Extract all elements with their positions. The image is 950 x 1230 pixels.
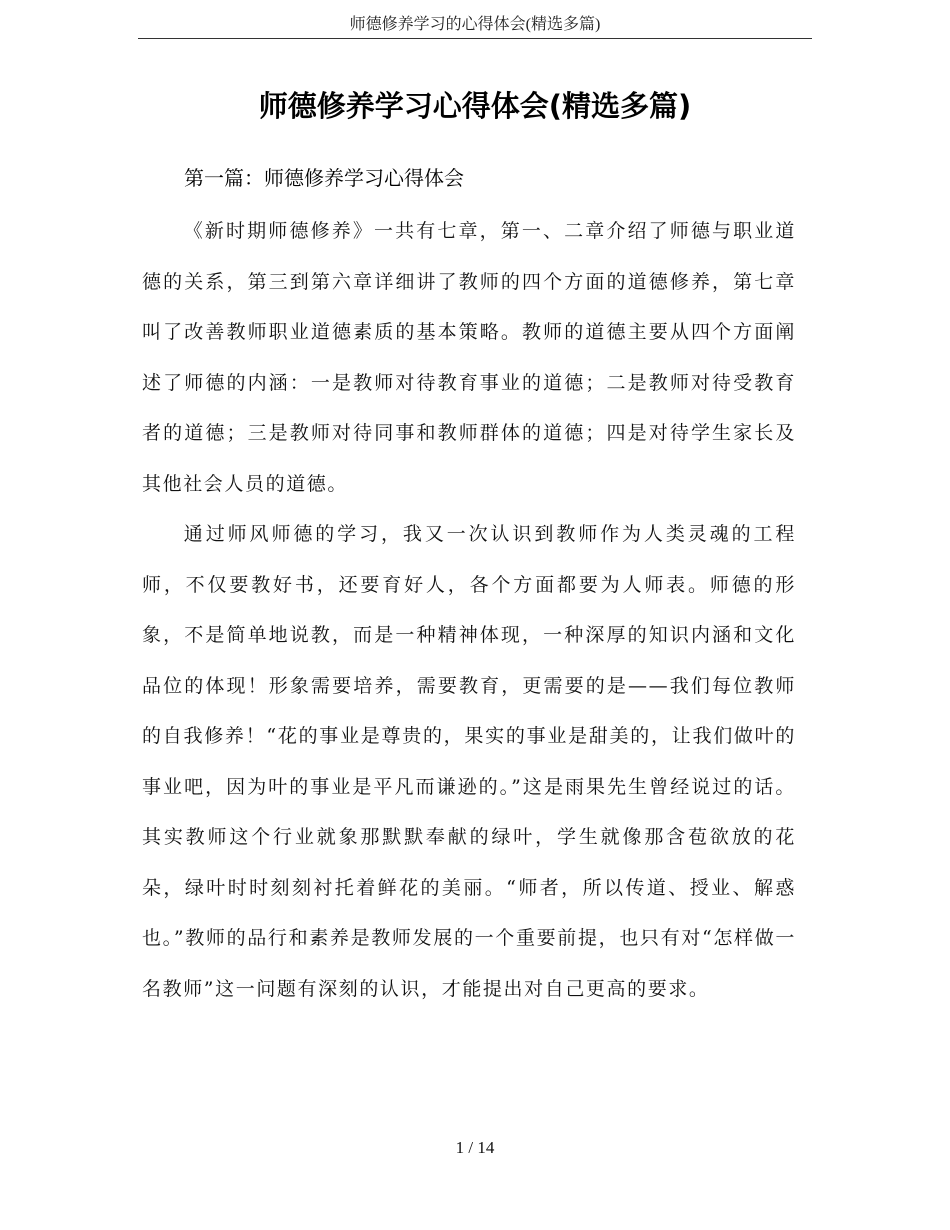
paragraph-2: 通过师风师德的学习，我又一次认识到教师作为人类灵魂的工程师，不仅要教好书，还要育好人，各个方面都要为人师表。师德的形象，不是简单地说教，而是一种精神体现，一种深厚的知识内涵和文化品位的体现！形象需要培养，需要教育，更需要的是——我们每位教师的自我修养！“花的事业是尊贵的，果实的事业是甜美的，让我们做叶的事业吧，因为叶的事业是平凡而谦逊的。”这是雨果先生曾经说过的话。其实教师这个行业就象那默默奉献的绿叶，学生就像那含苞欲放的花朵，绿叶时时刻刻衬托着鲜花的美丽。“师者，所以传道、授业、解惑也。”教师的品行和素养是教师发展的一个重要前提，也只有对“怎样做一名教师”这一问题有深刻的认识，才能提出对自己更高的要求。 — [142, 523, 796, 1000]
running-header: 师德修养学习的心得体会(精选多篇) — [138, 12, 812, 39]
paragraph-1: 《新时期师德修养》一共有七章，第一、二章介绍了师德与职业道德的关系，第三到第六章详细讲了教师的四个方面的道德修养，第七章叫了改善教师职业道德素质的基本策略。教师的道德主要从四个方面阐述了师德的内涵：一是教师对待教育事业的道德；二是教师对待受教育者的道德；三是教师对待同事和教师群体的道德；四是对待学生家长及其他社会人员的道德。 — [142, 220, 796, 495]
document-body — [142, 206, 796, 1014]
document-title: 师德修养学习心得体会(精选多篇) — [258, 89, 692, 123]
section-heading: 第一篇：师德修养学习心得体会 — [184, 166, 464, 190]
page-number: 1 / 14 — [455, 1138, 495, 1157]
